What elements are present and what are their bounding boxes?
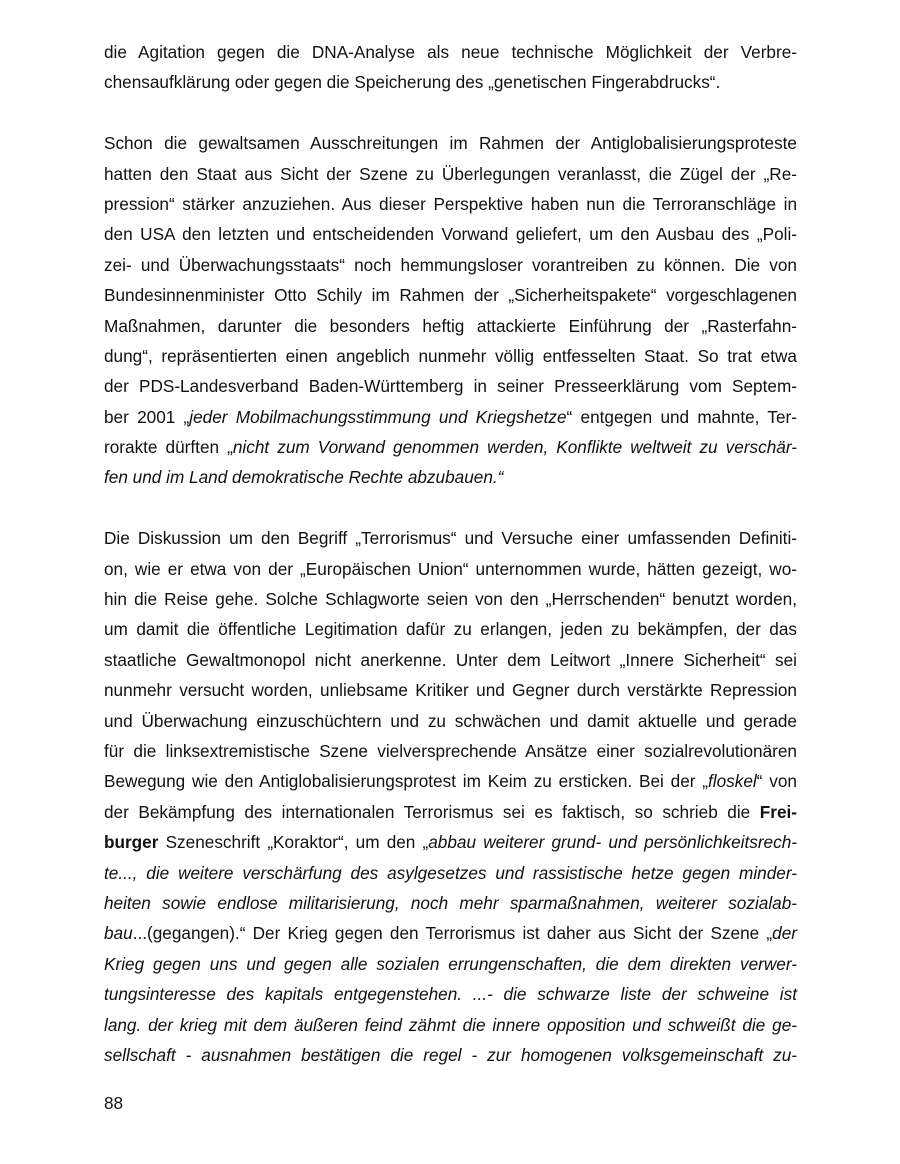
text-line bbox=[104, 949, 797, 979]
text-line bbox=[104, 888, 797, 918]
text-line bbox=[104, 402, 797, 432]
text-line bbox=[104, 371, 797, 401]
text-segment: zei- und Überwachungsstaats“ noch hemmungsloser vorantreiben zu können. Die von bbox=[104, 254, 797, 275]
text-segment: on, wie er etwa von der „Europäischen Union“ unternommen wurde, hätten gezeigt, wo- bbox=[104, 558, 797, 579]
text-segment: der bbox=[772, 923, 797, 944]
text-segment: chensaufklärung oder gegen die Speicherung des „genetischen Fingerabdrucks“. bbox=[104, 72, 721, 93]
text-segment: fen und im Land demokratische Rechte abzubauen.“ bbox=[104, 467, 504, 488]
paragraph bbox=[104, 37, 797, 98]
text-line bbox=[104, 311, 797, 341]
text-line bbox=[104, 432, 797, 462]
paragraph-gap bbox=[104, 493, 797, 523]
text-segment: abbau weiterer grund- und persönlichkeitsrech- bbox=[428, 832, 797, 853]
text-segment: Maßnahmen, darunter die besonders heftig attackierte Einführung der „Rasterfahn- bbox=[104, 315, 797, 336]
text-line bbox=[104, 280, 797, 310]
document-page bbox=[104, 37, 797, 1070]
text-line bbox=[104, 584, 797, 614]
text-segment: burger bbox=[104, 832, 159, 853]
text-line bbox=[104, 918, 797, 948]
text-line bbox=[104, 979, 797, 1009]
text-line bbox=[104, 827, 797, 857]
text-segment: floskel bbox=[708, 771, 757, 792]
text-segment: die Agitation gegen die DNA-Analyse als neue technische Möglichkeit der Verbre- bbox=[104, 42, 797, 62]
text-line bbox=[104, 250, 797, 280]
paragraph bbox=[104, 128, 797, 493]
text-segment: nunmehr versucht worden, unliebsame Kritiker und Gegner durch verstärkte Repression bbox=[104, 680, 797, 701]
text-line bbox=[104, 1010, 797, 1040]
paragraph-gap bbox=[104, 98, 797, 128]
text-line bbox=[104, 797, 797, 827]
text-line bbox=[104, 766, 797, 796]
text-segment: Krieg gegen uns und gegen alle sozialen errungenschaften, die dem direkten verwer- bbox=[104, 953, 797, 974]
text-segment: lang. der krieg mit dem äußeren feind zähmt die innere opposition und schweißt die ge- bbox=[104, 1014, 797, 1035]
text-segment: te..., die weitere verschärfung des asylgesetzes und rassistische hetze gegen minder- bbox=[104, 862, 797, 883]
text-line bbox=[104, 341, 797, 371]
text-line bbox=[104, 706, 797, 736]
text-line bbox=[104, 645, 797, 675]
text-line bbox=[104, 219, 797, 249]
text-segment: der PDS-Landesverband Baden-Württemberg in seiner Presseerklärung vom Septem- bbox=[104, 376, 797, 397]
text-line bbox=[104, 67, 797, 97]
text-segment: ...(gegangen).“ Der Krieg gegen den Terrorismus ist daher aus Sicht der Szene „ bbox=[132, 923, 773, 944]
text-segment: hin die Reise gehe. Solche Schlagworte seien von den „Herrschenden“ benutzt worden, bbox=[104, 589, 797, 610]
text-segment: Szeneschrift „Koraktor“, um den „ bbox=[158, 832, 429, 853]
text-line bbox=[104, 736, 797, 766]
text-segment: “ von bbox=[756, 771, 797, 792]
text-segment: für die linksextremistische Szene vielversprechende Ansätze einer sozialrevolutionären bbox=[104, 740, 797, 761]
text-segment: ber 2001 „ bbox=[104, 406, 190, 427]
text-segment: und Überwachung einzuschüchtern und zu schwächen und damit aktuelle und gerade bbox=[104, 710, 797, 731]
text-segment: staatliche Gewaltmonopol nicht anerkenne. Unter dem Leitwort „Innere Sicherheit“ sei bbox=[104, 649, 797, 670]
text-line bbox=[104, 37, 797, 67]
text-segment: den USA den letzten und entscheidenden Vorwand geliefert, um den Ausbau des „Poli- bbox=[104, 224, 797, 245]
text-line bbox=[104, 1040, 797, 1070]
text-segment: pression“ stärker anzuziehen. Aus dieser Perspektive haben nun die Terroranschläge in bbox=[104, 193, 797, 214]
text-segment: bau bbox=[104, 923, 133, 944]
text-segment: jeder Mobilmachungsstimmung und Kriegshetze bbox=[189, 406, 567, 427]
text-line bbox=[104, 858, 797, 888]
text-segment: heiten sowie endlose militarisierung, noch mehr sparmaßnahmen, weiterer sozialab- bbox=[104, 892, 797, 913]
text-segment: Bundesinnenminister Otto Schily im Rahmen der „Sicherheitspakete“ vorgeschlagenen bbox=[104, 285, 797, 306]
text-line bbox=[104, 128, 797, 158]
text-segment: Frei- bbox=[759, 801, 797, 822]
text-segment: dung“, repräsentierten einen angeblich nunmehr völlig entfesselten Staat. So trat etwa bbox=[104, 345, 797, 366]
text-segment: rorakte dürften „ bbox=[104, 437, 233, 458]
text-segment: sellschaft - ausnahmen bestätigen die regel - zur homogenen volksgemeinschaft zu- bbox=[104, 1044, 797, 1065]
text-line bbox=[104, 189, 797, 219]
text-line bbox=[104, 159, 797, 189]
text-line bbox=[104, 675, 797, 705]
text-segment: “ entgegen und mahnte, Ter- bbox=[566, 406, 797, 427]
paragraph bbox=[104, 523, 797, 1070]
text-segment: hatten den Staat aus Sicht der Szene zu Überlegungen veranlasst, die Zügel der „Re- bbox=[104, 163, 797, 184]
text-segment: tungsinteresse des kapitals entgegenstehen. ...- die schwarze liste der schweine ist bbox=[104, 984, 797, 1005]
text-segment: Die Diskussion um den Begriff „Terrorismus“ und Versuche einer umfassenden Definiti- bbox=[104, 528, 797, 549]
text-segment: nicht zum Vorwand genommen werden, Konflikte weltweit zu verschär- bbox=[232, 437, 797, 458]
page-number: 88 bbox=[104, 1093, 124, 1113]
text-segment: Bewegung wie den Antiglobalisierungsprotest im Keim zu ersticken. Bei der „ bbox=[104, 771, 709, 792]
text-line bbox=[104, 554, 797, 584]
text-line bbox=[104, 614, 797, 644]
text-segment: der Bekämpfung des internationalen Terrorismus sei es faktisch, so schrieb die bbox=[104, 801, 760, 822]
text-line bbox=[104, 462, 797, 492]
text-line bbox=[104, 523, 797, 553]
text-segment: Schon die gewaltsamen Ausschreitungen im Rahmen der Antiglobalisierungsproteste bbox=[104, 133, 797, 154]
text-segment: um damit die öffentliche Legitimation dafür zu erlangen, jeden zu bekämpfen, der das bbox=[104, 619, 797, 640]
